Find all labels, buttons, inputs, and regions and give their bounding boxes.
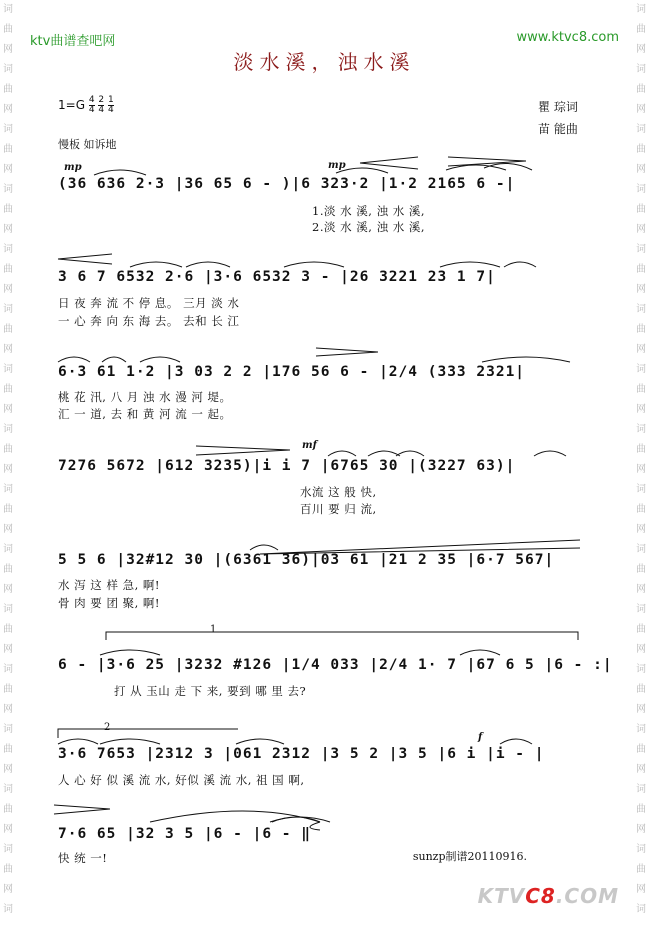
watermark-char: 词 (636, 664, 646, 675)
watermark-char: 网 (3, 884, 13, 895)
score-line-4: 7276 5672 |612 3235)|i i 7 |6765 30 |(3227 63)| (58, 458, 516, 474)
dynamic-mp-verse: mp (328, 160, 346, 171)
watermark-char: 曲 (636, 684, 646, 695)
slur (460, 650, 500, 655)
crescendo-hairpin (360, 157, 418, 169)
watermark-char: 网 (3, 764, 13, 775)
watermark-char: 网 (3, 404, 13, 415)
watermark-char: 词 (3, 784, 13, 795)
lyrics-line-1-verse-1: 1.淡 水 溪, 浊 水 溪, (312, 204, 426, 218)
watermark-char: 曲 (3, 504, 13, 515)
slur (284, 262, 344, 267)
lyrics-line-5-verse-2: 骨 肉 要 团 聚, 啊! (58, 596, 161, 610)
lyrics-line-8: 快 统 一! (58, 851, 108, 865)
meter-3: $\frac{1}{4}$ (107, 95, 114, 115)
watermark-char: 词 (636, 724, 646, 735)
watermark-char: 网 (3, 164, 13, 175)
lyrics-line-3-verse-1: 桃 花 汛, 八 月 浊 水 漫 河 堤。 (58, 390, 232, 404)
watermark-char: 词 (3, 244, 13, 255)
watermark-char: 曲 (636, 204, 646, 215)
watermark-char: 曲 (3, 444, 13, 455)
slur (250, 545, 278, 550)
watermark-char: 网 (636, 584, 646, 595)
watermark-char: 词 (3, 484, 13, 495)
lyrics-line-2-verse-1: 日 夜 奔 流 不 停 息。 三月 淡 水 (58, 296, 240, 310)
watermark-char: 曲 (3, 864, 13, 875)
watermark-char: 网 (636, 884, 646, 895)
volta-1-label: 1 (210, 624, 217, 635)
tie-to-final (310, 822, 320, 830)
slur (100, 739, 160, 744)
score-line-3: 6·3 61 1·2 |3 03 2 2 |176 56 6 - |2/4 (333 2321| (58, 364, 526, 380)
watermark-char: 词 (3, 364, 13, 375)
watermark-char: 曲 (3, 24, 13, 35)
watermark-char: 网 (3, 644, 13, 655)
watermark-char: 词 (636, 784, 646, 795)
slur (236, 739, 284, 744)
watermark-char: 曲 (636, 564, 646, 575)
decrescendo-hairpin (54, 805, 110, 814)
watermark-char: 曲 (3, 144, 13, 155)
watermark-char: 曲 (636, 384, 646, 395)
slur (396, 451, 424, 456)
watermark-char: 词 (3, 724, 13, 735)
watermark-char: 曲 (636, 744, 646, 755)
watermark-char: 词 (3, 304, 13, 315)
watermark-char: 曲 (636, 444, 646, 455)
watermark-char: 曲 (3, 84, 13, 95)
slur (102, 357, 126, 362)
lyricist-credit: 瞿 琮词 (538, 100, 578, 114)
watermark-char: 词 (636, 484, 646, 495)
composer-credit: 苗 能曲 (538, 122, 578, 136)
lyrics-line-4-verse-1: 水流 这 般 快, (300, 485, 377, 499)
watermark-char: 网 (636, 164, 646, 175)
watermark-char: 曲 (3, 204, 13, 215)
watermark-char: 网 (636, 824, 646, 835)
watermark-char: 网 (636, 524, 646, 535)
watermark-char: 网 (636, 104, 646, 115)
watermark-char: 网 (636, 344, 646, 355)
crescendo-hairpin (58, 254, 112, 264)
logo-part-c8: C8 (525, 884, 556, 908)
watermark-char: 词 (3, 904, 13, 915)
watermark-char: 词 (3, 664, 13, 675)
watermark-char: 词 (636, 64, 646, 75)
long-crescendo-hairpin (260, 540, 580, 554)
watermark-char: 词 (636, 904, 646, 915)
lyrics-line-6: 打 从 玉山 走 下 来, 要到 哪 里 去? (114, 684, 307, 698)
watermark-char: 曲 (3, 384, 13, 395)
site-name-left[interactable]: ktv曲谱查吧网 (30, 34, 116, 49)
slur (58, 357, 90, 362)
score-line-5: 5 5 6 |32#12 30 |(6361 36)|03 61 |21 2 35 |6·7 567| (58, 552, 555, 568)
volta-bracket-1 (106, 632, 578, 640)
score-line-1: (36 636 2·3 |36 65 6 - )|6 323·2 |1·2 2165 6 -| (58, 176, 516, 192)
slur (534, 451, 566, 456)
slur (58, 739, 98, 744)
watermark-char: 网 (3, 584, 13, 595)
watermark-char: 词 (3, 844, 13, 855)
slur (504, 262, 536, 267)
decrescendo-hairpin (316, 348, 378, 356)
meter-2: $\frac{2}{4}$ (98, 95, 105, 115)
score-line-6: 6 - |3·6 25 |3232 #126 |1/4 033 |2/4 1· 7 |67 6 5 |6 - :| (58, 657, 613, 673)
watermark-char: 曲 (636, 504, 646, 515)
slur (500, 739, 532, 744)
dynamic-f: f (478, 732, 483, 743)
watermark-char: 词 (3, 64, 13, 75)
logo-part-com: .COM (555, 884, 619, 908)
watermark-char: 网 (636, 224, 646, 235)
dynamic-mp-intro: mp (64, 162, 82, 173)
lyrics-line-1-verse-2: 2.淡 水 溪, 浊 水 溪, (312, 220, 426, 234)
watermark-char: 词 (636, 544, 646, 555)
watermark-char: 词 (636, 4, 646, 15)
decrescendo-hairpin (196, 446, 290, 455)
watermark-char: 词 (3, 424, 13, 435)
slur (440, 262, 500, 267)
watermark-char: 词 (3, 184, 13, 195)
score-line-7: 3·6 7653 |2312 3 |061 2312 |3 5 2 |3 5 |6 i |i - | (58, 746, 545, 762)
lyrics-line-3-verse-2: 汇 一 道, 去 和 黄 河 流 一 起。 (58, 407, 232, 421)
watermark-char: 词 (3, 4, 13, 15)
watermark-char: 网 (3, 524, 13, 535)
watermark-char: 网 (636, 404, 646, 415)
watermark-char: 曲 (636, 864, 646, 875)
slur (482, 357, 570, 362)
slur (336, 168, 388, 173)
watermark-char: 网 (3, 704, 13, 715)
watermark-char: 词 (636, 124, 646, 135)
watermark-char: 网 (3, 104, 13, 115)
watermark-char: 网 (636, 704, 646, 715)
slur (186, 262, 230, 267)
lyrics-line-4-verse-2: 百川 要 归 流, (300, 502, 377, 516)
slur (94, 170, 146, 175)
watermark-char: 词 (636, 244, 646, 255)
slur (130, 262, 182, 267)
tempo-marking: 慢板 如诉地 (58, 138, 117, 151)
watermark-char: 曲 (3, 264, 13, 275)
watermark-char: 曲 (636, 144, 646, 155)
watermark-char: 曲 (636, 624, 646, 635)
watermark-char: 曲 (3, 744, 13, 755)
long-slur (150, 811, 320, 822)
watermark-char: 网 (636, 644, 646, 655)
watermark-char: 网 (3, 284, 13, 295)
dynamic-mf: mf (302, 440, 317, 451)
watermark-char: 曲 (3, 624, 13, 635)
watermark-char: 词 (636, 424, 646, 435)
watermark-char: 词 (636, 364, 646, 375)
lyrics-line-5-verse-1: 水 泻 这 样 急, 啊! (58, 578, 161, 592)
watermark-char: 词 (636, 304, 646, 315)
watermark-char: 网 (636, 44, 646, 55)
watermark-char: 词 (3, 604, 13, 615)
watermark-char: 词 (636, 184, 646, 195)
slur (140, 357, 180, 362)
watermark-char: 词 (3, 544, 13, 555)
watermark-char: 曲 (636, 804, 646, 815)
slur (368, 451, 400, 456)
watermark-char: 网 (3, 824, 13, 835)
watermark-char: 曲 (636, 324, 646, 335)
watermark-char: 网 (3, 344, 13, 355)
watermark-char: 网 (636, 284, 646, 295)
watermark-char: 网 (3, 464, 13, 475)
watermark-char: 网 (636, 464, 646, 475)
watermark-char: 词 (636, 604, 646, 615)
lyrics-line-2-verse-2: 一 心 奔 向 东 海 去。 去和 长 江 (58, 314, 240, 328)
volta-2-label: 2 (104, 722, 111, 733)
transcriber-signature: sunzp制谱20110916. (412, 850, 527, 863)
watermark-char: 曲 (3, 684, 13, 695)
watermark-char: 网 (3, 44, 13, 55)
score-line-8: 7·6 65 |32 3 5 |6 - |6 - ‖ (58, 826, 311, 842)
song-title: 淡水溪，浊水溪 (233, 50, 416, 74)
watermark-char: 曲 (3, 804, 13, 815)
volta-bracket-2 (58, 729, 238, 738)
meter-1: $\frac{4}{4}$ (88, 95, 95, 115)
watermark-char: 网 (3, 224, 13, 235)
watermark-char: 曲 (3, 564, 13, 575)
logo-part-ktv: KTV (477, 884, 526, 908)
score-line-2: 3 6 7 6532 2·6 |3·6 6532 3 - |26 3221 23 1 7| (58, 269, 496, 285)
watermark-char: 曲 (636, 24, 646, 35)
watermark-char: 网 (636, 764, 646, 775)
watermark-char: 曲 (636, 84, 646, 95)
watermark-char: 词 (636, 844, 646, 855)
key-prefix: 1=G (58, 98, 85, 112)
slur (328, 451, 356, 456)
watermark-char: 词 (3, 124, 13, 135)
site-url-right[interactable]: www.ktvc8.com (516, 30, 619, 45)
watermark-char: 曲 (3, 324, 13, 335)
slur (100, 650, 160, 655)
lyrics-line-7: 人 心 好 似 溪 流 水, 好似 溪 流 水, 祖 国 啊, (58, 773, 305, 787)
watermark-char: 曲 (636, 264, 646, 275)
